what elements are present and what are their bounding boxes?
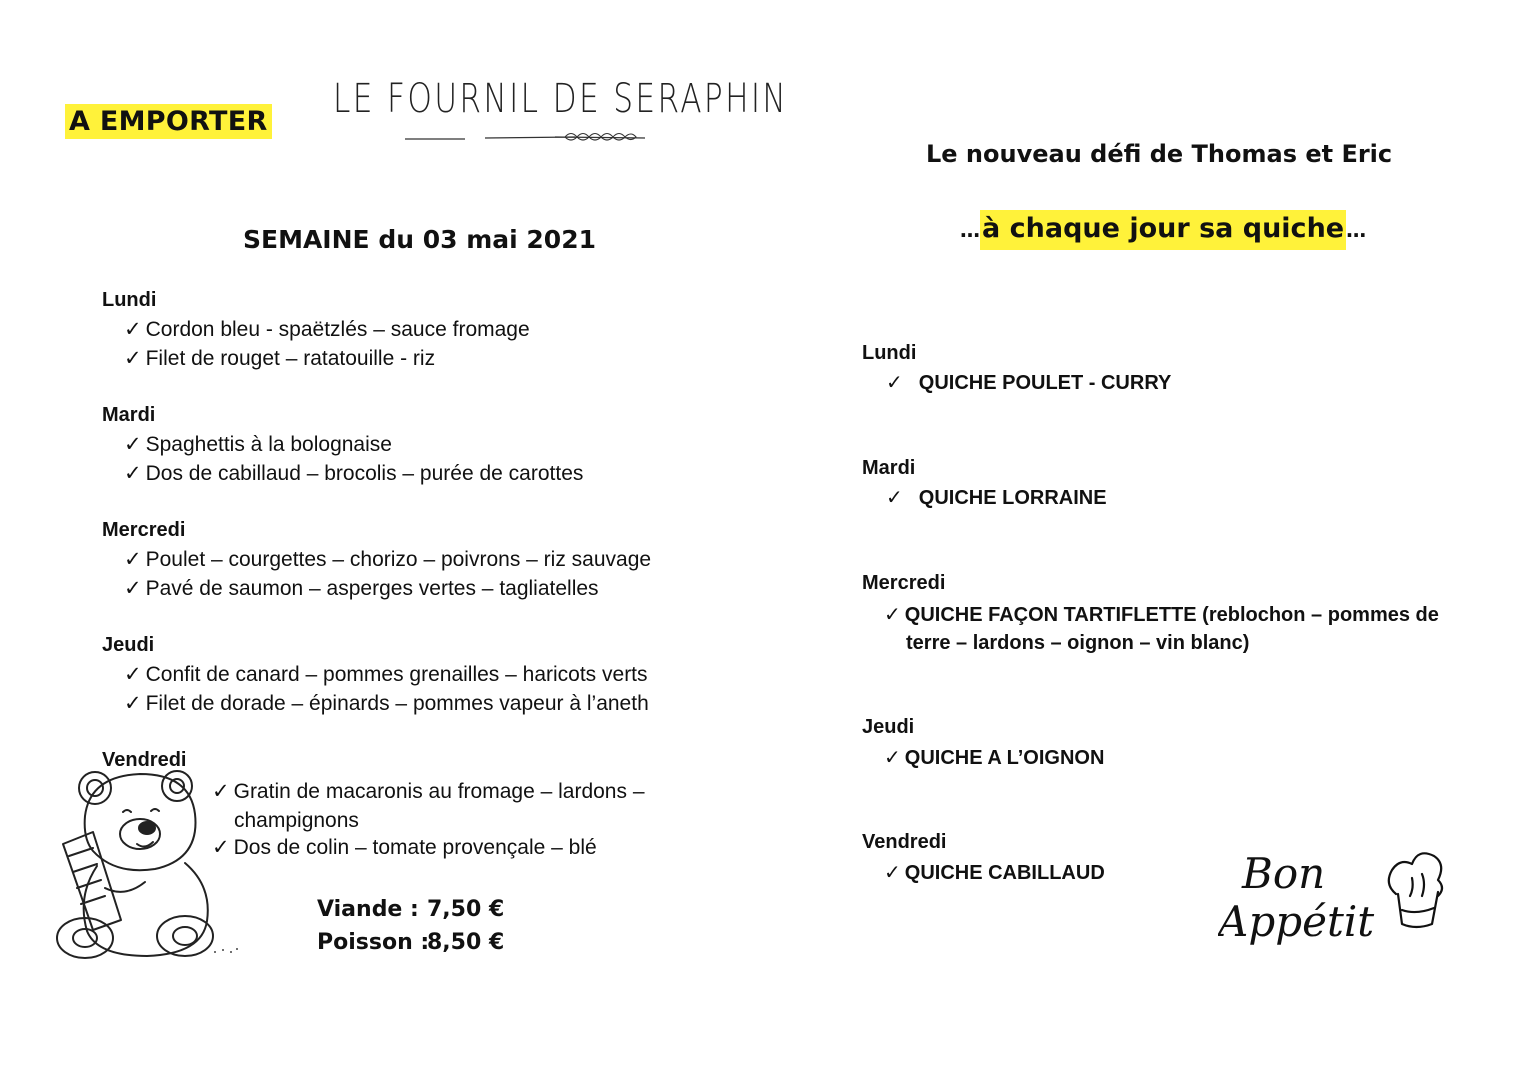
quiche-item-text: QUICHE A L’OIGNON [904, 747, 1105, 769]
check-icon: ✓ [124, 577, 142, 600]
check-icon: ✓ [124, 548, 142, 571]
menu-item-text: Filet de dorade – épinards – pommes vapeur à l’aneth [145, 692, 649, 715]
menu-day-label: Lundi [102, 289, 157, 311]
menu-day-label: Vendredi [102, 749, 187, 771]
menu-item-text: Poulet – courgettes – chorizo – poivrons – riz sauvage [145, 548, 652, 571]
menu-item [212, 777, 694, 835]
price-value: 8,50 € [427, 930, 505, 955]
bon-appetit-logo [1218, 840, 1448, 960]
menu-item-text: Spaghettis à la bolognaise [145, 433, 392, 456]
price-label: Viande : [317, 897, 419, 922]
check-icon: ✓ [884, 747, 901, 769]
appetit-text: Appétit [1218, 897, 1375, 946]
check-icon: ✓ [212, 836, 230, 859]
menu-day-label: Mardi [102, 404, 156, 426]
check-icon: ✓ [884, 604, 901, 626]
menu-item-text: Dos de colin – tomate provençale – blé [233, 836, 597, 859]
check-icon: ✓ [124, 433, 142, 456]
menu-day-label: Mercredi [102, 519, 186, 541]
bon-text: Bon [1242, 849, 1326, 898]
menu-item [124, 691, 649, 716]
quiche-item-text: QUICHE FAÇON TARTIFLETTE (reblochon – pommes de terre – lardons – oignon – vin blanc) [904, 604, 1439, 654]
quiche-item [884, 745, 1104, 770]
quiche-item [886, 485, 1107, 510]
wheat-icon [405, 126, 650, 150]
menu-item [124, 461, 583, 486]
price-row [317, 897, 504, 922]
menu-item-text: Pavé de saumon – asperges vertes – tagliatelles [145, 577, 599, 600]
menu-item-text: Cordon bleu - spaëtzlés – sauce fromage [145, 318, 530, 341]
check-icon: ✓ [884, 862, 901, 884]
menu-item-text: Dos de cabillaud – brocolis – purée de carottes [145, 462, 584, 485]
tagline-prefix: … [960, 218, 980, 242]
tagline-highlight: à chaque jour sa quiche [980, 210, 1346, 250]
menu-item [212, 835, 597, 860]
menu-day-label: Jeudi [102, 634, 155, 656]
menu-item-text: Confit de canard – pommes grenailles – haricots verts [145, 663, 648, 686]
quiche-day-label: Mercredi [862, 572, 946, 594]
quiche-tagline [960, 213, 1366, 244]
challenge-subtitle: Le nouveau défi de Thomas et Eric [926, 140, 1393, 168]
menu-item [124, 576, 599, 601]
menu-item [124, 662, 648, 687]
week-title: SEMAINE du 03 mai 2021 [243, 225, 596, 254]
quiche-day-label: Jeudi [862, 716, 915, 738]
menu-item [124, 317, 530, 342]
quiche-day-label: Lundi [862, 342, 917, 364]
check-icon: ✓ [124, 663, 142, 686]
quiche-day-label: Vendredi [862, 831, 947, 853]
price-row [317, 930, 504, 955]
menu-item [124, 547, 651, 572]
teddy-bear-icon [45, 756, 245, 962]
menu-item [124, 346, 435, 371]
quiche-item [886, 370, 1171, 395]
check-icon: ✓ [212, 780, 230, 803]
quiche-day-label: Mardi [862, 457, 916, 479]
takeaway-badge: A EMPORTER [65, 104, 272, 139]
quiche-item [884, 601, 1466, 657]
check-icon: ✓ [124, 347, 142, 370]
price-label: Poisson : [317, 930, 430, 955]
tagline-suffix: … [1346, 218, 1367, 242]
check-icon: ✓ [886, 372, 903, 394]
quiche-item-text: QUICHE POULET - CURRY [918, 372, 1172, 394]
quiche-item-text: QUICHE CABILLAUD [904, 862, 1105, 884]
price-value: 7,50 € [427, 897, 505, 922]
bakery-brand-title: LE FOURNIL DE SERAPHIN [333, 76, 789, 122]
quiche-item-text: QUICHE LORRAINE [918, 487, 1107, 509]
menu-item [124, 432, 392, 457]
menu-item-text: Filet de rouget – ratatouille - riz [145, 347, 436, 370]
check-icon: ✓ [886, 487, 903, 509]
check-icon: ✓ [124, 692, 142, 715]
menu-item-text: Gratin de macaronis au fromage – lardons – champignons [233, 780, 645, 832]
check-icon: ✓ [124, 462, 142, 485]
quiche-item [884, 860, 1105, 885]
chef-hat-icon [1386, 848, 1444, 930]
check-icon: ✓ [124, 318, 142, 341]
